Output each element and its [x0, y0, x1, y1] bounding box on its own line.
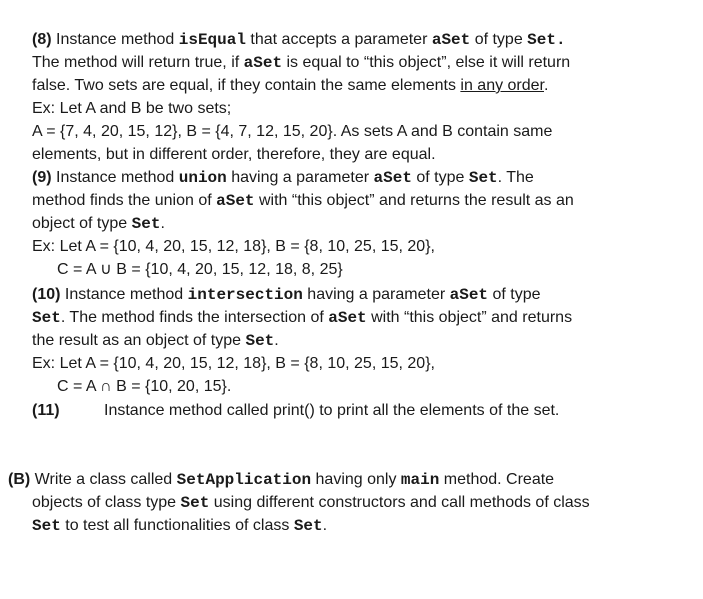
section-b-label: (B) — [8, 471, 31, 488]
item8-line6: elements, but in different order, therefore, they are equal. — [32, 146, 436, 163]
item10-line1: (10) Instance method intersection having a parameter aSet of type — [32, 286, 541, 304]
section-b-line3: Set to test all functionalities of class Set. — [32, 517, 328, 535]
item8-line2: The method will return true, if aSet is equal to “this object”, else it will return — [32, 54, 571, 72]
item8-line3: false. Two sets are equal, if they contain the same elements in any order. — [32, 77, 549, 94]
item10-number: (10) — [32, 286, 61, 303]
item9-line2: method finds the union of aSet with “this object” and returns the result as an — [32, 192, 574, 210]
section-b-line2: objects of class type Set using different constructors and call methods of class — [32, 494, 590, 512]
section-b-line1: (B) Write a class called SetApplication having only main method. Create — [8, 471, 555, 489]
item8-line4: Ex: Let A and B be two sets; — [32, 100, 232, 117]
item11-line: (11) Instance method called print() to print all the elements of the set. — [32, 399, 559, 422]
item11-number: (11) — [32, 402, 60, 419]
item9-line4: Ex: Let A = {10, 4, 20, 15, 12, 18}, B = {8, 10, 25, 15, 20}, — [32, 238, 435, 255]
item9-number: (9) — [32, 169, 52, 186]
item10-line4: Ex: Let A = {10, 4, 20, 15, 12, 18}, B = {8, 10, 25, 15, 20}, — [32, 355, 435, 372]
item9-line5: C = A ∪ B = {10, 4, 20, 15, 12, 18, 8, 25} — [57, 261, 343, 278]
item8-line1: (8) Instance method isEqual that accepts a parameter aSet of type Set. — [32, 31, 566, 49]
item9-line3: object of type Set. — [32, 215, 165, 233]
item8-line5: A = {7, 4, 20, 15, 12}, B = {4, 7, 12, 15, 20}. As sets A and B contain same — [32, 123, 553, 140]
method-union: union — [178, 169, 227, 187]
item9-line1: (9) Instance method union having a parameter aSet of type Set. The — [32, 169, 534, 187]
method-intersection: intersection — [187, 286, 303, 304]
class-setapplication: SetApplication — [176, 471, 312, 489]
method-isequal: isEqual — [178, 31, 246, 49]
item10-line3: the result as an object of type Set. — [32, 332, 279, 350]
item8-number: (8) — [32, 31, 52, 48]
item10-line5: C = A ∩ B = {10, 20, 15}. — [57, 378, 232, 395]
item10-line2: Set. The method finds the intersection of aSet with “this object” and returns — [32, 309, 573, 327]
